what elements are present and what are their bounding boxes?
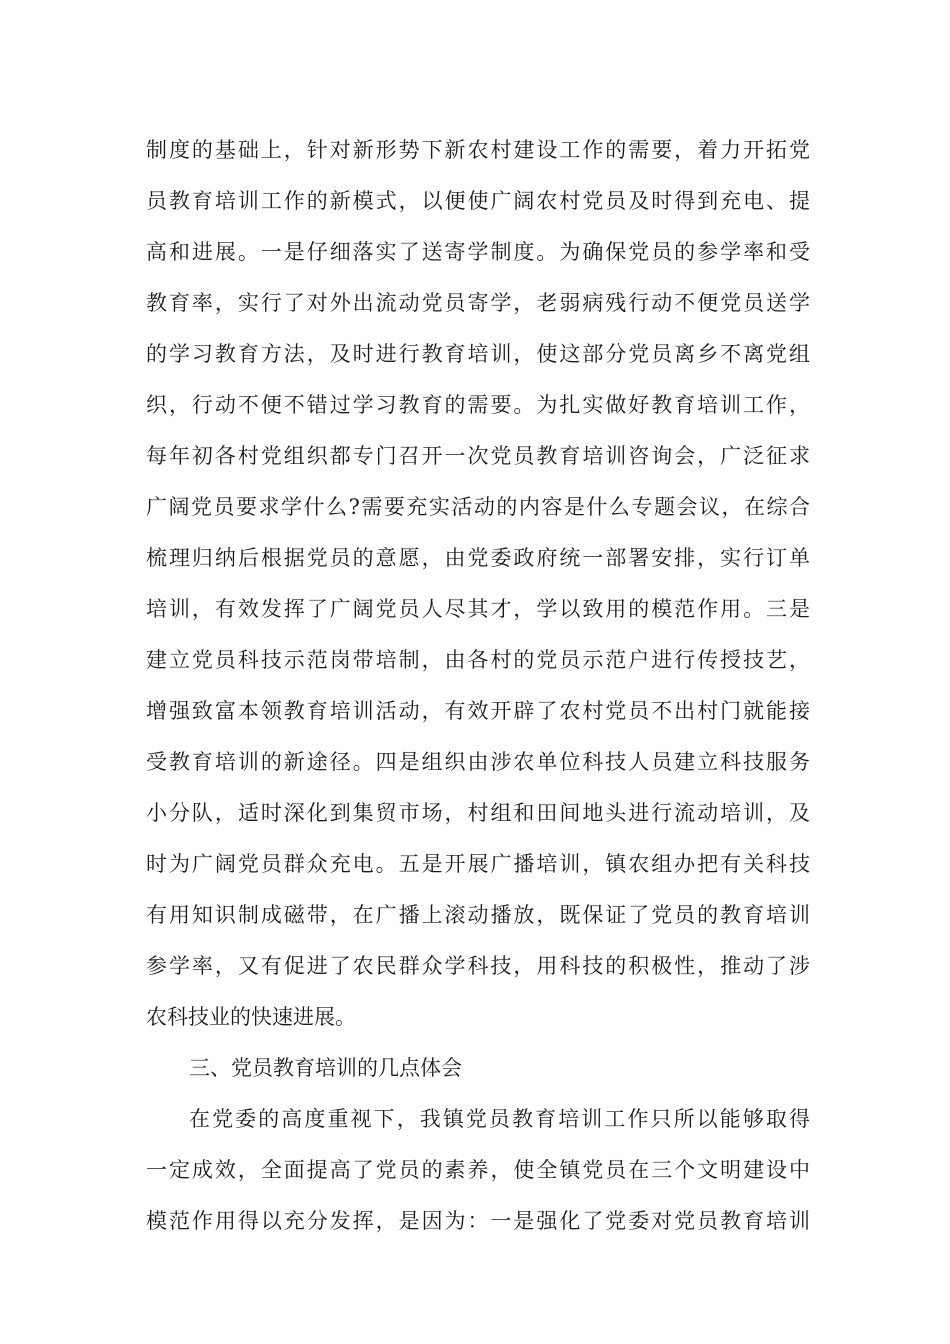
text-line-22: 模范作用得以充分发挥，是因为：一是强化了党委对党员教育培训 (146, 1209, 810, 1233)
text-line-11: 建立党员科技示范岗带培制，由各村的党员示范户进行传授技艺， (146, 648, 810, 672)
text-line-3: 高和进展。一是仔细落实了送寄学制度。为确保党员的参学率和受 (146, 240, 810, 264)
text-line-15: 时为广阔党员群众充电。五是开展广播培训，镇农组办把有关科技 (146, 852, 810, 876)
text-line-4: 教育率，实行了对外出流动党员寄学，老弱病残行动不便党员送学 (146, 291, 810, 315)
text-line-8: 广阔党员要求学什么?需要充实活动的内容是什么专题会议，在综合 (146, 495, 810, 519)
text-line-16: 有用知识制成磁带，在广播上滚动播放，既保证了党员的教育培训 (146, 903, 810, 927)
text-line-18: 农科技业的快速进展。 (146, 1005, 356, 1029)
text-line-20: 在党委的高度重视下，我镇党员教育培训工作只所以能够取得 (189, 1107, 810, 1131)
text-line-7: 每年初各村党组织都专门召开一次党员教育培训咨询会，广泛征求 (146, 444, 810, 468)
text-line-9: 梳理归纳后根据党员的意愿，由党委政府统一部署安排，实行订单 (146, 546, 810, 570)
text-line-6: 织，行动不便不错过学习教育的需要。为扎实做好教育培训工作， (146, 393, 810, 417)
text-line-14: 小分队，适时深化到集贸市场，村组和田间地头进行流动培训，及 (146, 801, 810, 825)
text-line-10: 培训，有效发挥了广阔党员人尽其才，学以致用的模范作用。三是 (146, 597, 810, 621)
section-heading: 三、党员教育培训的几点体会 (189, 1056, 462, 1080)
text-line-5: 的学习教育方法，及时进行教育培训，使这部分党员离乡不离党组 (146, 342, 810, 366)
text-line-21: 一定成效，全面提高了党员的素养，使全镇党员在三个文明建设中 (146, 1158, 810, 1182)
text-line-1: 制度的基础上，针对新形势下新农村建设工作的需要，着力开拓党 (146, 138, 810, 162)
text-line-13: 受教育培训的新途径。四是组织由涉农单位科技人员建立科技服务 (146, 750, 810, 774)
text-line-12: 增强致富本领教育培训活动，有效开辟了农村党员不出村门就能接 (146, 699, 810, 723)
text-line-17: 参学率，又有促进了农民群众学科技，用科技的积极性，推动了涉 (146, 954, 810, 978)
text-line-2: 员教育培训工作的新模式，以便使广阔农村党员及时得到充电、提 (146, 189, 810, 213)
